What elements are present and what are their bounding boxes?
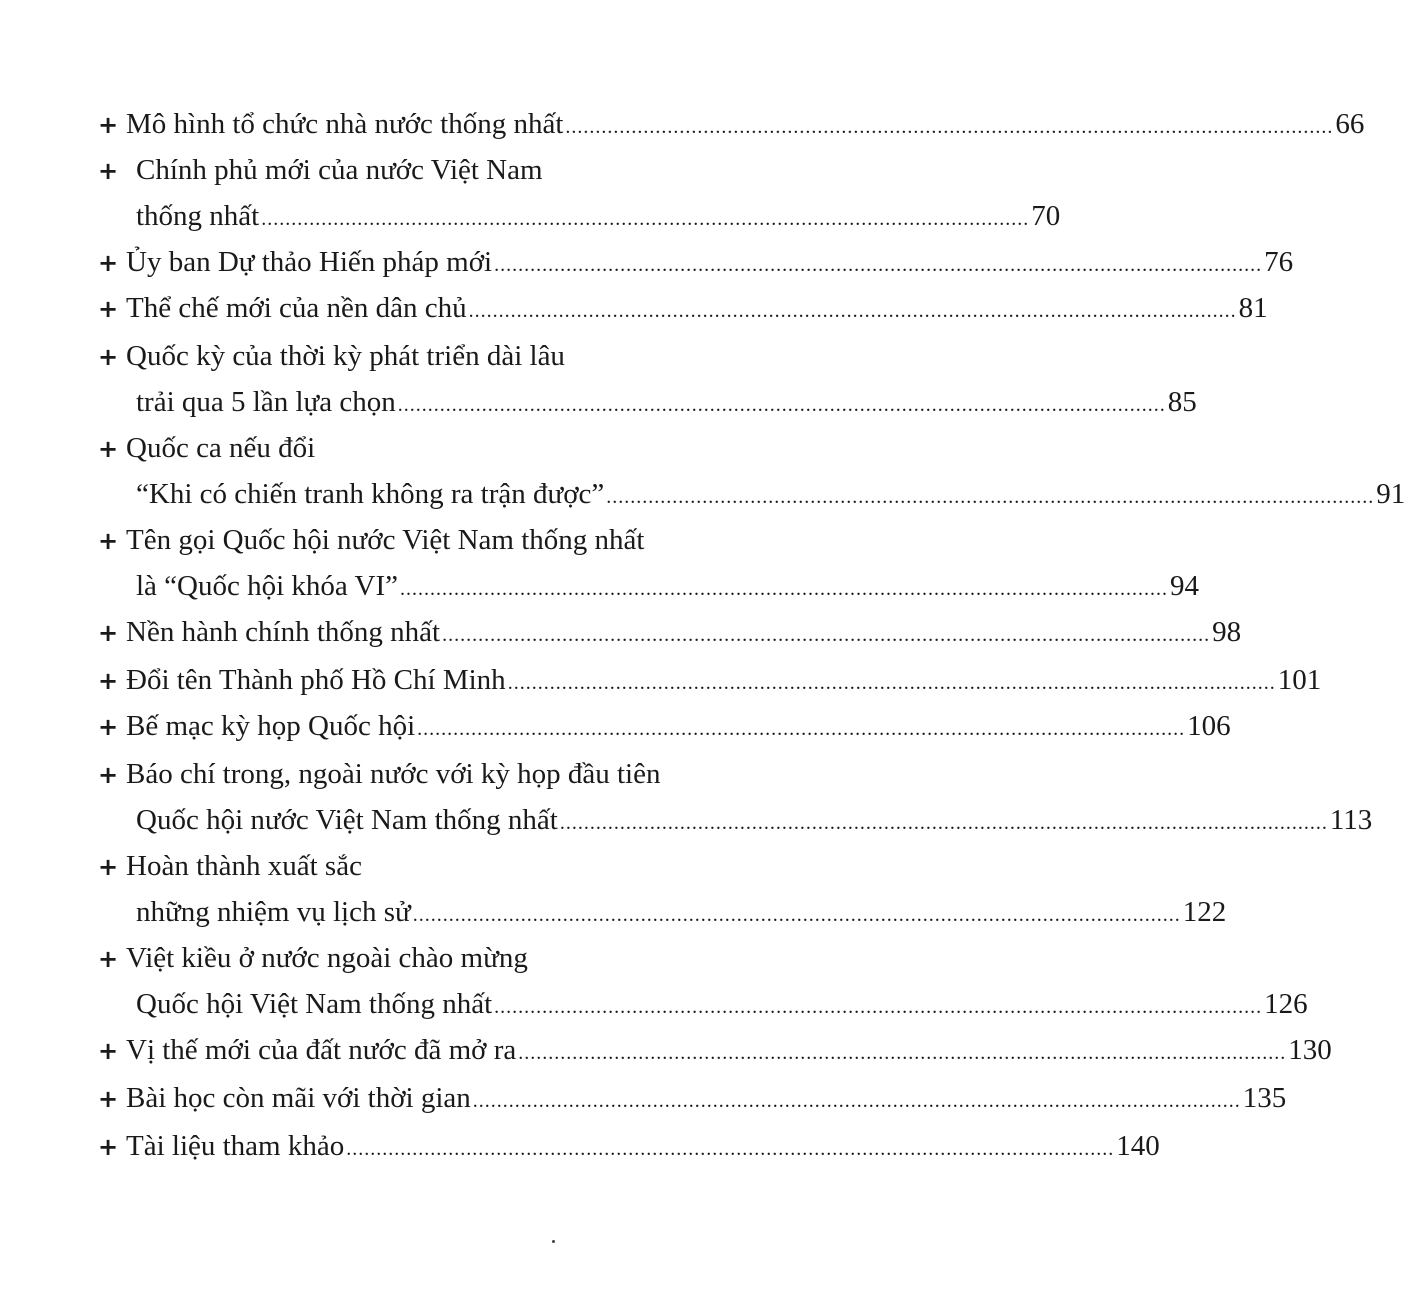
toc-entry-page: 76 [1264,246,1294,278]
leader-dots: ................................................................................................................................ [442,624,1211,646]
toc-entry-line [126,938,722,978]
toc-entry[interactable] [96,242,1294,282]
toc-entry-title: Thể chế mới của nền dân chủ [126,292,467,324]
plus-bullet-icon: + [97,713,119,741]
toc-entry-line [126,1078,1287,1118]
toc-entry-line [126,520,722,560]
toc-entry[interactable] [96,706,1231,746]
toc-entry-title: Bế mạc kỳ họp Quốc hội [126,710,416,742]
plus-bullet-icon: + [97,667,119,695]
toc-entry-line [126,242,1294,282]
leader-dots: ................................................................................................................................ [507,672,1276,694]
leader-dots: ................................................................................................................................ [417,718,1186,740]
toc-entry[interactable] [96,520,1199,606]
toc-entry-title-continued: là “Quốc hội khóa VI” [136,570,398,602]
toc-entry-line [126,754,722,794]
toc-entry-line [136,382,1197,422]
toc-entry-title-continued: những nhiệm vụ lịch sử [136,896,411,928]
leader-dots: ................................................................................................................................ [494,254,1263,276]
leader-dots: ................................................................................................................................ [472,1090,1241,1112]
plus-bullet-icon: + [97,619,119,647]
toc-entry-title-continued: Quốc hội Việt Nam thống nhất [136,988,493,1020]
toc-entry-page: 91 [1376,478,1405,510]
toc-entry-title: Ủy ban Dự thảo Hiến pháp mới [126,246,493,278]
toc-entry-page: 130 [1288,1034,1332,1066]
toc-entry-line [126,336,722,376]
toc-entry-title: Báo chí trong, ngoài nước với kỳ họp đầu tiên [126,758,661,790]
toc-entry[interactable] [96,660,1322,700]
toc-entry-line [136,196,1061,236]
toc-entry-title-continued: “Khi có chiến tranh không ra trận được” [136,478,605,510]
toc-entry[interactable] [96,612,1242,652]
plus-bullet-icon: + [97,435,119,463]
toc-entry-line [136,800,1373,840]
toc-entry-title: Nền hành chính thống nhất [126,616,441,648]
plus-bullet-icon: + [97,111,119,139]
toc-entry-title: Bài học còn mãi với thời gian [126,1082,471,1114]
toc-entry[interactable] [96,150,1061,236]
toc-entry-line [126,1030,1332,1070]
toc-entry-title: Hoàn thành xuất sắc [126,850,362,882]
toc-entry[interactable] [96,1030,1332,1070]
toc-entry-title: Mô hình tổ chức nhà nước thống nhất [126,108,564,140]
toc-entry[interactable] [96,754,1373,840]
plus-bullet-icon: + [97,157,119,185]
toc-entry[interactable] [96,336,1197,422]
toc-entry[interactable] [96,288,1268,328]
toc-entry[interactable] [96,846,1227,932]
leader-dots: ................................................................................................................................ [261,208,1030,230]
toc-entry-page: 101 [1277,664,1322,696]
toc-entry-line [136,984,1308,1024]
toc-entry-line [136,892,1227,932]
toc-entry-line [126,1126,1160,1166]
toc-entry-line [136,474,1405,514]
leader-dots: ................................................................................................................................ [400,578,1168,600]
toc-entry-title: Đổi tên Thành phố Hồ Chí Minh [126,664,506,696]
scan-speck [552,1240,555,1243]
toc-entry-page: 106 [1187,710,1231,742]
toc-entry-line [126,706,1231,746]
leader-dots: ................................................................................................................................ [565,116,1334,138]
toc-entry-title: Chính phủ mới của nước Việt Nam [136,154,543,186]
toc-entry-title: Quốc ca nếu đổi [126,432,316,464]
toc-entry-page: 113 [1329,804,1373,836]
leader-dots: ................................................................................................................................ [606,486,1375,508]
toc-entry-page: 122 [1182,896,1227,928]
plus-bullet-icon: + [97,343,119,371]
toc-entry-page: 85 [1167,386,1197,418]
leader-dots: ................................................................................................................................ [494,996,1263,1018]
toc-entry-title: Vị thế mới của đất nước đã mở ra [126,1034,517,1066]
toc-entry-title: Tên gọi Quốc hội nước Việt Nam thống nhất [126,524,645,556]
leader-dots: ................................................................................................................................ [397,394,1166,416]
toc-entry-line [126,660,1322,700]
toc-entry-title: Tài liệu tham khảo [126,1130,345,1162]
plus-bullet-icon: + [97,1085,119,1113]
toc-entry-line [126,104,1365,144]
toc-entry-line [126,846,722,886]
toc-entry-line [126,428,722,468]
toc-entry-title-continued: Quốc hội nước Việt Nam thống nhất [136,804,558,836]
toc-entry-page: 135 [1242,1082,1287,1114]
toc-entry-line [126,288,1268,328]
toc-entry-title-continued: trải qua 5 lần lựa chọn [136,386,396,418]
plus-bullet-icon: + [97,295,119,323]
plus-bullet-icon: + [97,1037,119,1065]
toc-entry-page: 140 [1116,1130,1160,1162]
toc-entry-line [136,566,1199,606]
toc-entry-page: 98 [1212,616,1242,648]
toc-entry-page: 81 [1238,292,1268,324]
toc-entry-page: 94 [1170,570,1199,602]
plus-bullet-icon: + [97,249,119,277]
toc-entry-page: 70 [1031,200,1061,232]
leader-dots: ................................................................................................................................ [346,1138,1115,1160]
toc-entry[interactable] [96,1078,1287,1118]
plus-bullet-icon: + [97,527,119,555]
plus-bullet-icon: + [97,853,119,881]
leader-dots: ................................................................................................................................ [518,1042,1287,1064]
toc-entry[interactable] [96,938,1308,1024]
leader-dots: ................................................................................................................................ [468,300,1237,322]
toc-entry-title: Việt kiều ở nước ngoài chào mừng [126,942,528,974]
toc-entry-page: 66 [1335,108,1365,140]
leader-dots: ................................................................................................................................ [412,904,1181,926]
toc-entry-page: 126 [1264,988,1308,1020]
toc-entry-line [126,612,1242,652]
toc-entry-line [126,150,722,190]
leader-dots: ................................................................................................................................ [559,812,1328,834]
toc-entry[interactable] [96,428,1405,514]
toc-entry[interactable] [96,104,1365,144]
toc-entry-title-continued: thống nhất [136,200,260,232]
toc-entry-title: Quốc kỳ của thời kỳ phát triển dài lâu [126,340,565,372]
plus-bullet-icon: + [97,945,119,973]
toc-entry[interactable] [96,1126,1160,1166]
plus-bullet-icon: + [97,1133,119,1161]
plus-bullet-icon: + [97,761,119,789]
